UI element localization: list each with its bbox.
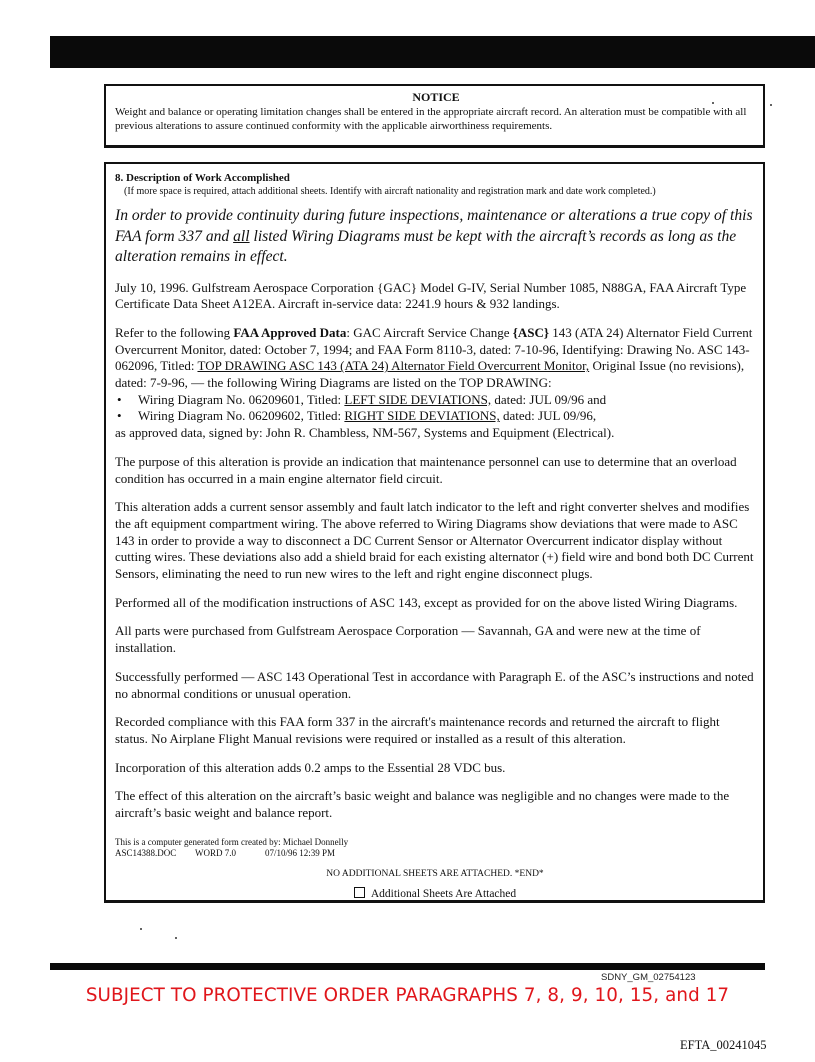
file-name: ASC14388.DOC bbox=[115, 847, 177, 858]
bottom-black-bar bbox=[50, 963, 765, 970]
intro-paragraph: In order to provide continuity during future inspections, maintenance or alterations a true copy of this FAA form 337 and all listed Wiring Diagrams must be kept with the aircraft’s records as long as the alteration remains in effect. bbox=[115, 207, 753, 265]
parts-paragraph: All parts were purchased from Gulfstream Aerospace Corporation — Savannah, GA and were new at the time of installation. bbox=[115, 623, 701, 656]
modification-paragraph: Performed all of the modification instructions of ASC 143, except as provided for on the above listed Wiring Diagrams. bbox=[115, 594, 738, 610]
additional-sheets-label: Additional Sheets Are Attached bbox=[370, 887, 517, 900]
form-footer-meta bbox=[115, 837, 755, 859]
top-black-bar bbox=[50, 36, 815, 68]
purpose-paragraph: The purpose of this alteration is provide an indication that maintenance personnel can use to determine that an overload condition has occurred in a main engine alternator field circuit. bbox=[115, 453, 737, 486]
list-item: • Wiring Diagram No. 06209601, Titled: LEFT SIDE DEVIATIONS, dated: JUL 09/96 and bbox=[115, 392, 755, 409]
section-subtitle: (If more space is required, attach additional sheets. Identify with aircraft nationality and registration mark and date work completed.) bbox=[124, 186, 656, 197]
aircraft-data-paragraph: July 10, 1996. Gulfstream Aerospace Corporation {GAC} Model G-IV, Serial Number 1085, N88GA, FAA Aircraft Type Certificate Data Sheet A12EA. Aircraft in-service data: 2241.9 hours & 932 landings. bbox=[115, 279, 747, 312]
created-datetime: 07/10/96 12:39 PM bbox=[265, 847, 336, 858]
wiring-diagram-list bbox=[115, 392, 755, 425]
approved-data-paragraph: Refer to the following FAA Approved Data: GAC Aircraft Service Change {ASC} 143 (ATA 24) Alternator Field Current Overcurrent Monitor, dated: October 7, 1994; and FAA Form 8110-3, dated: 7-10-96, Identifying: Drawing No. ASC 143-062096, Titled: TOP DRAWING ASC 143 (ATA 24) Alternator Field Overcurrent Monitor, Original Issue (no revisions), dated: 7-9-96, — the following Wiring Diagrams are listed on the TOP DRAWING: bbox=[115, 324, 753, 391]
scan-speck bbox=[140, 928, 142, 930]
scan-speck bbox=[175, 937, 177, 939]
description-of-work-box bbox=[104, 162, 765, 903]
checkbox-icon bbox=[354, 887, 365, 898]
electrical-load-paragraph: Incorporation of this alteration adds 0.2 amps to the Essential 28 VDC bus. bbox=[115, 759, 506, 775]
notice-box bbox=[104, 84, 765, 148]
section-title: 8. Description of Work Accomplished bbox=[115, 172, 290, 184]
bates-number: SDNY_GM_02754123 bbox=[601, 972, 696, 983]
protective-order-banner: SUBJECT TO PROTECTIVE ORDER PARAGRAPHS 7, 8, 9, 10, 15, and 17 bbox=[85, 985, 730, 1006]
created-by-line: This is a computer generated form created by: Michael Donnelly bbox=[115, 836, 349, 847]
no-additional-sheets-line: NO ADDITIONAL SHEETS ARE ATTACHED. *END* bbox=[326, 868, 544, 879]
weight-balance-paragraph: The effect of this alteration on the aircraft’s basic weight and balance was negligible and no changes were made to the aircraft’s basic weight and balance report. bbox=[115, 788, 730, 821]
operational-test-paragraph: Successfully performed — ASC 143 Operational Test in accordance with Paragraph E. of the ASC’s instructions and noted no abnormal conditions or unusual operation. bbox=[115, 668, 754, 701]
efta-number: EFTA_00241045 bbox=[680, 1038, 767, 1052]
word-version: WORD 7.0 bbox=[195, 847, 236, 858]
compliance-paragraph: Recorded compliance with this FAA form 337 in the aircraft's maintenance records and returned the aircraft to flight status. No Airplane Flight Manual revisions were required or installed as a result of this alteration. bbox=[115, 714, 720, 746]
notice-title: NOTICE bbox=[412, 90, 460, 104]
alteration-paragraph: This alteration adds a current sensor assembly and fault latch indicator to the left and right converter shelves and modifies the aft equipment compartment wiring. The above referred to Wiring Diagrams show deviations that were made to ASC 143 in order to provide a way to disconnect a DC Current Sensor or Alternator Overcurrent indicator display without cutting wires. These deviations also add a shield braid for each existing alternator (+) field wire and bond both DC Current Sensors, eliminating the need to run new wires to the left and right engine disconnect plugs. bbox=[115, 499, 754, 582]
additional-sheets-line bbox=[115, 887, 755, 901]
scan-speck bbox=[770, 104, 772, 106]
scan-speck bbox=[712, 102, 714, 104]
notice-text: Weight and balance or operating limitation changes shall be entered in the appropriate aircraft record. An alteration must be compatible with all previous alterations to assure continued conformity with the applicable airworthiness requirements. bbox=[115, 106, 747, 132]
file-info-row bbox=[115, 848, 755, 859]
approval-signature-line: as approved data, signed by: John R. Chambless, NM-567, Systems and Equipment (Electrical). bbox=[115, 425, 615, 441]
list-item: • Wiring Diagram No. 06209602, Titled: RIGHT SIDE DEVIATIONS, dated: JUL 09/96, bbox=[115, 408, 755, 425]
